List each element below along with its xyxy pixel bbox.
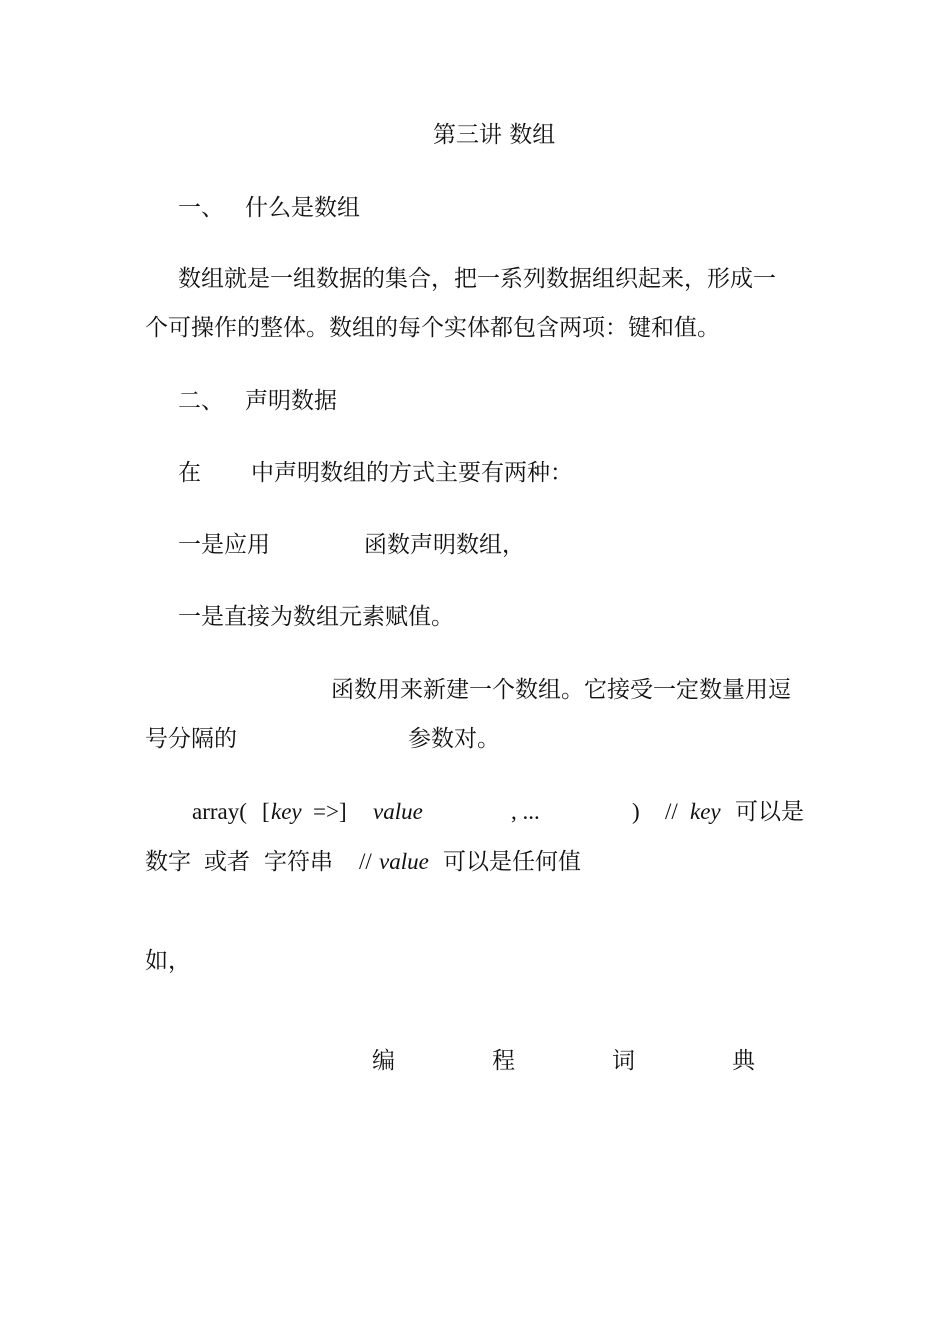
spaced-heading: [0, 1046, 950, 1076]
paragraph-line: 个可操作的整体。数组的每个实体都包含两项：键和值。: [145, 315, 720, 341]
syntax-comment-marker: //: [665, 799, 678, 824]
page-title: 第三讲 数组: [433, 122, 556, 148]
spaced-char: 程: [492, 1048, 515, 1074]
syntax-value: value: [373, 799, 423, 824]
spaced-char: 典: [732, 1048, 755, 1074]
syntax-arrow: =>]: [313, 799, 347, 824]
paragraph-line: 数组就是一组数据的集合，把一系列数据组织起来，形成一: [178, 266, 776, 292]
spaced-char: 词: [612, 1048, 635, 1074]
syntax-comment-value: value: [379, 849, 429, 874]
syntax-comment-marker: //: [359, 849, 372, 874]
section-heading-1: [178, 193, 578, 223]
spaced-char: 编: [372, 1048, 395, 1074]
paragraph-line: 一是应用 函数声明数组，: [178, 532, 525, 558]
section-number: 二、: [178, 388, 224, 414]
syntax-comment-text: 可以是: [735, 799, 804, 825]
syntax-comment-text: 可以是任何值: [443, 849, 581, 875]
paragraph-line: 号分隔的 参数对。: [145, 726, 500, 752]
section-number: 一、: [178, 195, 224, 221]
section-heading-2: [178, 386, 578, 416]
syntax-comment-key: key: [690, 799, 721, 824]
paragraph-line: 在 中声明数组的方式主要有两种：: [178, 460, 573, 486]
syntax-close-paren: ): [632, 799, 640, 824]
syntax-bracket-open: [: [262, 799, 270, 824]
syntax-comma-dots: , ...: [511, 799, 540, 824]
paragraph-line: 一是直接为数组元素赋值。: [178, 604, 454, 630]
syntax-line: [0, 797, 950, 827]
section-title: 什么是数组: [245, 195, 360, 221]
syntax-array-open: array(: [192, 799, 247, 824]
section-title: 声明数据: [245, 388, 337, 414]
example-label: 如，: [145, 948, 191, 974]
syntax-line: 数字 或者 字符串 // value 可以是任何值: [145, 849, 581, 875]
paragraph-line: 函数用来新建一个数组。它接受一定数量用逗: [331, 677, 791, 703]
syntax-key: key: [271, 799, 302, 824]
